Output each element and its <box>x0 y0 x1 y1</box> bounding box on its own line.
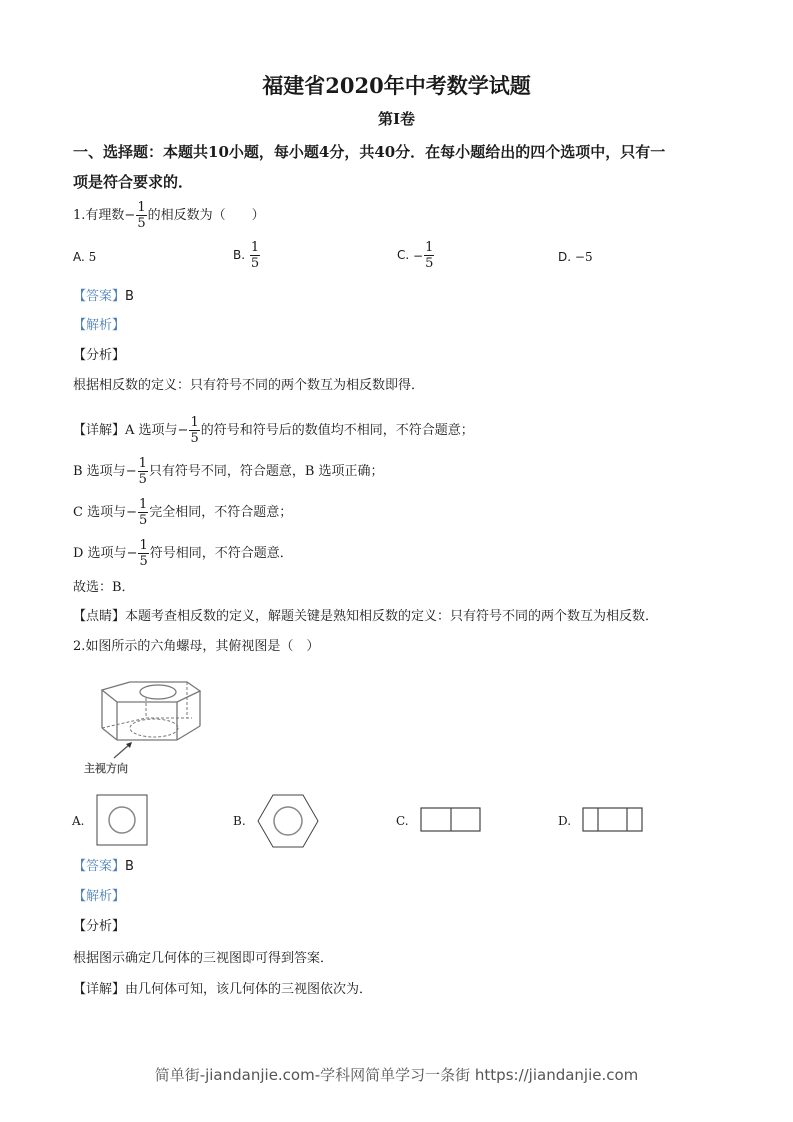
fraction-denominator: 5 <box>139 513 148 528</box>
fraction-numerator: 1 <box>137 200 146 215</box>
fraction <box>250 240 260 271</box>
q1-option-d <box>558 250 593 264</box>
detail-post: 只有符号不同，符合题意，B 选项正确； <box>148 464 384 479</box>
fraction-denominator: 5 <box>425 256 434 271</box>
q1-answer <box>73 287 134 307</box>
dianjing-tag: 【点睛】 <box>73 609 126 624</box>
minus-sign: − <box>126 545 138 561</box>
minus-sign: − <box>125 463 137 479</box>
rectangle-two-cells-icon <box>420 807 482 833</box>
fraction <box>138 497 148 528</box>
q1-conclusion: 故选：B． <box>73 580 135 595</box>
document-title: 福建省2020年中考数学试题 <box>262 73 531 98</box>
fraction <box>136 200 146 231</box>
fraction-numerator: 1 <box>138 456 147 471</box>
q2-option-a-label: A. <box>72 814 85 828</box>
q1-option-c <box>397 240 435 271</box>
option-label: D. <box>558 250 572 264</box>
answer-value: B <box>125 859 134 874</box>
q2-option-b-figure <box>256 794 320 852</box>
q2-detail <box>73 980 372 1000</box>
fraction-denominator: 5 <box>138 472 147 487</box>
detail-tag: 【详解】 <box>73 423 126 438</box>
q2-analysis-tag: 【解析】 <box>73 889 126 904</box>
q1-fenxi-text: 根据相反数的定义：只有符号不同的两个数互为相反数即得． <box>73 378 425 393</box>
hexagon-with-circle-icon <box>256 794 320 848</box>
fraction-denominator: 5 <box>137 216 146 231</box>
q1-stem <box>73 200 265 231</box>
dianjing-text: 本题考查相反数的定义，解题关键是熟知相反数的定义：只有符号不同的两个数互为相反数． <box>125 609 659 624</box>
q2-option-d-label: D. <box>558 814 572 828</box>
answer-tag: 【答案】 <box>73 289 126 304</box>
q1-option-a <box>73 250 96 264</box>
fraction <box>138 538 148 569</box>
q1-prefix: 1.有理数 <box>73 208 125 223</box>
q2-answer <box>73 857 134 877</box>
q1-detail-b <box>73 456 384 487</box>
minus-sign: − <box>124 207 136 223</box>
fraction-denominator: 5 <box>190 431 199 446</box>
q2-option-c-label: C. <box>396 814 409 828</box>
q1-detail-c <box>73 497 292 528</box>
detail-post: 符号相同，不符合题意． <box>149 546 293 561</box>
minus-sign: − <box>413 248 424 263</box>
q1-fenxi-tag: 【分析】 <box>73 348 126 363</box>
figure-caption: 主视方向 <box>84 762 128 775</box>
q1-dianjing <box>73 607 658 627</box>
section-heading-line1: 一、选择题：本题共10小题，每小题4分，共40分．在每小题给出的四个选项中，只有一 <box>73 143 666 161</box>
fraction-numerator: 1 <box>139 538 148 553</box>
detail-tag: 【详解】 <box>73 982 126 997</box>
q2-fenxi-text: 根据图示确定几何体的三视图即可得到答案． <box>73 951 334 966</box>
detail-pre: A 选项与 <box>125 423 178 438</box>
volume-label: 第Ⅰ卷 <box>377 110 416 128</box>
option-value: 5 <box>88 250 97 264</box>
section-heading <box>73 137 733 197</box>
q1-suffix: 的相反数为（ ） <box>147 208 265 223</box>
fraction <box>138 456 148 487</box>
minus-sign: − <box>177 422 189 438</box>
fraction <box>189 415 199 446</box>
option-label: A. <box>73 250 85 264</box>
q2-option-b-label: B. <box>233 814 246 828</box>
q2-option-d-figure <box>582 807 644 837</box>
rectangle-three-cells-icon <box>582 807 644 833</box>
answer-tag: 【答案】 <box>73 859 126 874</box>
detail-post: 完全相同，不符合题意； <box>149 505 293 520</box>
q2-option-c-figure <box>420 807 482 837</box>
option-value: −5 <box>574 250 593 264</box>
q2-stem: 2.如图所示的六角螺母，其俯视图是（ ） <box>73 639 320 654</box>
detail-text: 由几何体可知，该几何体的三视图依次为． <box>125 982 373 997</box>
fraction-denominator: 5 <box>139 554 148 569</box>
fraction-denominator: 5 <box>250 256 260 271</box>
q1-detail-d <box>73 538 293 569</box>
answer-value: B <box>125 289 134 304</box>
option-label: B. <box>233 248 246 262</box>
fraction <box>424 240 434 271</box>
footer-watermark: 简单街-jiandanjie.com-学科网简单学习一条街 https://jiandanjie.com <box>154 1066 639 1084</box>
fraction-numerator: 1 <box>190 415 199 430</box>
q2-fenxi-tag: 【分析】 <box>73 919 126 934</box>
fraction-numerator: 1 <box>139 497 148 512</box>
q1-detail-a <box>73 415 474 446</box>
detail-pre: C 选项与 <box>73 505 127 520</box>
detail-pre: D 选项与 <box>73 546 127 561</box>
detail-pre: B 选项与 <box>73 464 126 479</box>
minus-sign: − <box>126 504 137 520</box>
q2-option-a-figure <box>96 794 148 850</box>
option-label: C. <box>397 248 410 262</box>
fraction-numerator: 1 <box>250 240 260 255</box>
square-with-circle-icon <box>96 794 148 846</box>
detail-post: 的符号和符号后的数值均不相同，不符合题意； <box>200 423 474 438</box>
section-heading-line2: 项是符合要求的． <box>73 173 194 191</box>
fraction-numerator: 1 <box>425 240 434 255</box>
q1-option-b <box>233 240 261 271</box>
q1-analysis-tag: 【解析】 <box>73 318 126 333</box>
